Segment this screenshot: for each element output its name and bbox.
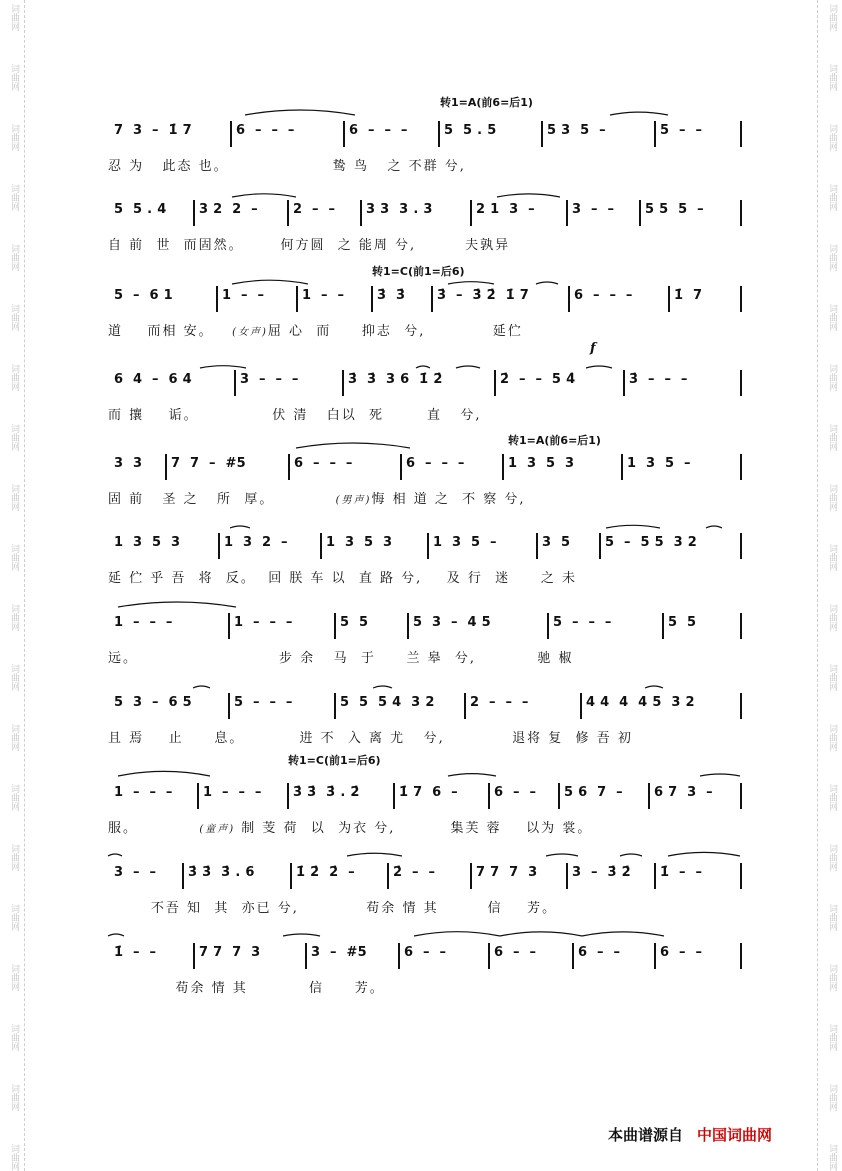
lyric-text: 自 前 世 而固然。 何方圆 之 能周 兮, 夫孰异 xyxy=(108,238,511,253)
watermark-text: 词曲网 xyxy=(827,304,837,331)
note-measure: 6 – – – xyxy=(236,123,295,138)
note-measure: 3̇ – 3̇ 2̇ 1̇ 7 xyxy=(437,288,530,303)
watermark-text: 词曲网 xyxy=(827,244,837,271)
watermark-text: 词曲网 xyxy=(827,364,837,391)
watermark-text: 词曲网 xyxy=(827,724,837,751)
note-measure: 3̇ 3̇ 3̇ . 6 xyxy=(188,865,255,880)
dynamic-forte: f xyxy=(590,341,596,356)
lyric-text: 忍 为 此态 也。 鸷 鸟 之 不群 兮, xyxy=(108,159,466,174)
lyric-line xyxy=(108,155,748,174)
lyric-line xyxy=(108,977,748,996)
note-measure: 1̇ – – xyxy=(114,945,157,960)
bar-line xyxy=(558,783,560,809)
watermark-text: 词曲网 xyxy=(9,904,19,931)
bar-line xyxy=(572,943,574,969)
bar-line xyxy=(623,370,625,396)
note-measure: 5 – – xyxy=(660,123,703,138)
bar-line xyxy=(182,863,184,889)
lyric-text: 服。 xyxy=(108,821,200,836)
note-measure: 1 – – – xyxy=(234,615,293,630)
note-measure: 7 7 – #5 xyxy=(171,456,246,471)
bar-line xyxy=(288,454,290,480)
note-measure: 3 – – – xyxy=(240,372,299,387)
bar-line xyxy=(654,121,656,147)
bar-line xyxy=(740,286,742,312)
note-measure: 3̇ 3̇ xyxy=(377,288,406,303)
note-measure: 5 3 – 6 5 xyxy=(114,695,192,710)
watermark-text: 词曲网 xyxy=(827,544,837,571)
watermark-text: 词曲网 xyxy=(9,964,19,991)
note-measure: 3 – #5 xyxy=(311,945,367,960)
watermark-text: 词曲网 xyxy=(9,844,19,871)
watermark-text: 词曲网 xyxy=(9,304,19,331)
source-site-name: 中国词曲网 xyxy=(697,1126,773,1144)
bar-line xyxy=(621,454,623,480)
note-measure: 3 – 3̇ 2̇ xyxy=(572,865,631,880)
bar-line xyxy=(740,943,742,969)
watermark-text: 词曲网 xyxy=(9,724,19,751)
bar-line xyxy=(193,200,195,226)
watermark-text: 词曲网 xyxy=(9,184,19,211)
bar-line xyxy=(502,454,504,480)
bar-line xyxy=(342,370,344,396)
lyric-text: 苟余 情 其 信 芳。 xyxy=(108,981,385,996)
bar-line xyxy=(400,454,402,480)
note-measure: 5 3 – 4 5 xyxy=(413,615,491,630)
watermark-text: 词曲网 xyxy=(827,664,837,691)
note-measure: 3 – – xyxy=(572,202,615,217)
lyric-text: 不吾 知 其 亦已 兮, 苟余 情 其 信 芳。 xyxy=(108,901,558,916)
bar-line xyxy=(740,370,742,396)
note-measure: 7 7 7 3 xyxy=(199,945,261,960)
note-measure: 6 – – xyxy=(660,945,703,960)
lyric-line xyxy=(108,897,748,916)
note-measure: 5 5 5 4 3 2 xyxy=(340,695,435,710)
key-change-2: 转1=C(前1=后6) xyxy=(372,265,465,278)
lyric-text: 制 芰 荷 以 为衣 兮, 集芙 蓉 以为 裳。 xyxy=(235,821,593,836)
bar-line xyxy=(427,533,429,559)
note-measure: 5 5 xyxy=(340,615,369,630)
note-measure: 1 – – xyxy=(302,288,345,303)
bar-line xyxy=(296,286,298,312)
bar-line xyxy=(488,783,490,809)
note-measure: 3 5 xyxy=(542,535,571,550)
bar-line xyxy=(197,783,199,809)
bar-line xyxy=(662,613,664,639)
lyric-text: 而 攘 诟。 伏 清 白以 死 直 兮, xyxy=(108,408,482,423)
lyric-text: 远。 步 余 马 于 兰 皋 兮, 驰 椒 xyxy=(108,651,574,666)
bar-line xyxy=(334,693,336,719)
bar-line xyxy=(740,613,742,639)
source-label: 本曲谱源自 xyxy=(608,1126,684,1144)
bar-line xyxy=(228,613,230,639)
bar-line xyxy=(431,286,433,312)
note-measure: 2 – – – xyxy=(470,695,529,710)
lyric-text: 延 伫 乎 吾 将 反。 回 朕 车 以 直 路 兮, 及 行 迷 之 未 xyxy=(108,571,577,586)
note-measure: 1 – – – xyxy=(114,615,173,630)
bar-line xyxy=(343,121,345,147)
bar-line xyxy=(740,693,742,719)
bar-line xyxy=(470,863,472,889)
watermark-text: 词曲网 xyxy=(827,964,837,991)
watermark-text: 词曲网 xyxy=(9,1024,19,1051)
watermark-text: 词曲网 xyxy=(827,124,837,151)
bar-line xyxy=(568,286,570,312)
lyric-line xyxy=(108,488,748,507)
bar-line xyxy=(287,200,289,226)
note-measure: 2̇ – – 5 4̇ xyxy=(500,372,576,387)
watermark-text: 词曲网 xyxy=(827,484,837,511)
bar-line xyxy=(216,286,218,312)
bar-line xyxy=(599,533,601,559)
note-measure: 6 – – – xyxy=(294,456,353,471)
watermark-text: 词曲网 xyxy=(9,424,19,451)
watermark-text: 词曲网 xyxy=(827,604,837,631)
bar-line xyxy=(371,286,373,312)
bar-line xyxy=(290,863,292,889)
lyric-text: 且 焉 止 息。 进 不 入 离 尤 兮, 退将 复 修 吾 初 xyxy=(108,731,633,746)
note-measure: 5 5 5 – xyxy=(645,202,704,217)
note-measure: 3̇ 3̇ 3̇ . 2̇ xyxy=(293,785,360,800)
note-measure: 5 5 . 5 xyxy=(444,123,497,138)
bar-line xyxy=(165,454,167,480)
bar-line xyxy=(334,613,336,639)
note-measure: 1̇ – – xyxy=(660,865,703,880)
note-measure: 3 – – xyxy=(114,865,157,880)
note-measure: 1 – – xyxy=(222,288,265,303)
note-measure: 5 5 xyxy=(668,615,697,630)
note-measure: 6 7 3 – xyxy=(654,785,713,800)
watermark-text: 词曲网 xyxy=(827,844,837,871)
note-measure: 1 3 5 3 xyxy=(326,535,393,550)
bar-line xyxy=(470,200,472,226)
lyric-line xyxy=(108,727,748,746)
watermark-text: 词曲网 xyxy=(827,64,837,91)
bar-line xyxy=(398,943,400,969)
note-measure: 6 – – xyxy=(494,785,537,800)
watermark-text: 词曲网 xyxy=(9,1084,19,1111)
bar-line xyxy=(438,121,440,147)
note-measure: 3 3 3 . 3 xyxy=(366,202,433,217)
watermark-text: 词曲网 xyxy=(827,1024,837,1051)
note-measure: 6 – – – xyxy=(406,456,465,471)
bar-line xyxy=(393,783,395,809)
watermark-text: 词曲网 xyxy=(827,184,837,211)
note-measure: 1 3 5 3 xyxy=(508,456,575,471)
note-measure: 4 4 4 4 5 3 2 xyxy=(586,695,695,710)
note-measure: 5 – – – xyxy=(553,615,612,630)
bar-line xyxy=(464,693,466,719)
watermark-text: 词曲网 xyxy=(9,4,19,31)
watermark-text: 词曲网 xyxy=(9,604,19,631)
note-measure: 3̇ – – – xyxy=(629,372,688,387)
note-measure: 1 3 2 – xyxy=(224,535,288,550)
voice-part-label: (男声) xyxy=(335,495,372,506)
watermark-text: 词曲网 xyxy=(9,124,19,151)
voice-part-label: (女声) xyxy=(232,327,268,338)
note-measure: 2 1 3 – xyxy=(476,202,535,217)
bar-line xyxy=(580,693,582,719)
bar-line xyxy=(740,200,742,226)
note-measure: 1̇ 7 6 – xyxy=(399,785,458,800)
note-measure: 1 – – – xyxy=(114,785,173,800)
note-measure: 5 3 5 – xyxy=(547,123,606,138)
key-change-1: 转1=A(前6=后1) xyxy=(440,96,533,109)
bar-line xyxy=(740,863,742,889)
bar-line xyxy=(193,943,195,969)
note-measure: 1 3 5 – xyxy=(433,535,497,550)
bar-line xyxy=(234,370,236,396)
bar-line xyxy=(218,533,220,559)
watermark-text: 词曲网 xyxy=(827,1144,837,1171)
watermark-text: 词曲网 xyxy=(9,244,19,271)
lyric-text: 悔 相 道 之 不 察 兮, xyxy=(371,492,526,507)
watermark-text: 词曲网 xyxy=(9,484,19,511)
bar-line xyxy=(654,863,656,889)
lyric-text: 固 前 圣 之 所 厚。 xyxy=(108,492,336,507)
note-measure: 6 – – xyxy=(578,945,621,960)
key-change-3: 转1=A(前6=后1) xyxy=(508,434,601,447)
note-measure: 6 – – xyxy=(494,945,537,960)
note-measure: 7 7 7 3 xyxy=(476,865,538,880)
note-measure: 3 3 xyxy=(114,456,143,471)
bar-line xyxy=(740,121,742,147)
bar-line xyxy=(230,121,232,147)
lyric-line xyxy=(108,817,748,836)
note-measure: 3 2 2 – xyxy=(199,202,258,217)
note-measure: 6 – – – xyxy=(349,123,408,138)
lyric-line xyxy=(108,567,748,586)
bar-line xyxy=(228,693,230,719)
source-credit xyxy=(608,1124,772,1145)
watermark-text: 词曲网 xyxy=(9,664,19,691)
note-measure: 5 – – – xyxy=(234,695,293,710)
watermark-text: 词曲网 xyxy=(9,1144,19,1171)
voice-part-label: (童声) xyxy=(199,824,236,835)
lyric-text: 道 而相 安。 xyxy=(108,324,233,339)
key-change-4: 转1=C(前1=后6) xyxy=(288,754,381,767)
watermark-text: 词曲网 xyxy=(827,4,837,31)
bar-line xyxy=(536,533,538,559)
bar-line xyxy=(387,863,389,889)
bar-line xyxy=(320,533,322,559)
bar-line xyxy=(488,943,490,969)
note-measure: 6 – – – xyxy=(574,288,633,303)
watermark-text: 词曲网 xyxy=(9,784,19,811)
watermark-text: 词曲网 xyxy=(9,364,19,391)
bar-line xyxy=(360,200,362,226)
bar-line xyxy=(654,943,656,969)
note-measure: 6 – – xyxy=(404,945,447,960)
watermark-text: 词曲网 xyxy=(9,64,19,91)
bar-line xyxy=(305,943,307,969)
bar-line xyxy=(287,783,289,809)
note-measure: 1̇ 7 xyxy=(674,288,703,303)
note-measure: 1 3 5 – xyxy=(627,456,691,471)
bar-line xyxy=(648,783,650,809)
bar-line xyxy=(740,533,742,559)
bar-line xyxy=(541,121,543,147)
bar-line xyxy=(668,286,670,312)
lyric-line xyxy=(108,647,748,666)
note-measure: 5 5 . 4 xyxy=(114,202,167,217)
bar-line xyxy=(740,454,742,480)
bar-line xyxy=(566,863,568,889)
watermark-text: 词曲网 xyxy=(827,424,837,451)
note-measure: 6 4 – 6 4 xyxy=(114,372,192,387)
bar-line xyxy=(547,613,549,639)
watermark-text: 词曲网 xyxy=(827,784,837,811)
note-measure: 2 – – xyxy=(293,202,336,217)
lyric-line xyxy=(108,404,748,423)
watermark-text: 词曲网 xyxy=(9,544,19,571)
lyric-text: 屈 心 而 抑志 兮, 延伫 xyxy=(267,324,523,339)
note-measure: 7 3 – 1̇ 7 xyxy=(114,123,192,138)
bar-line xyxy=(740,783,742,809)
watermark-text: 词曲网 xyxy=(827,904,837,931)
lyric-line xyxy=(108,234,748,253)
lyric-line xyxy=(108,320,748,339)
note-measure: 5 – 6 1 xyxy=(114,288,173,303)
bar-line xyxy=(566,200,568,226)
bar-line xyxy=(639,200,641,226)
note-measure: 5 6 7 – xyxy=(564,785,623,800)
bar-line xyxy=(407,613,409,639)
note-measure: 5 – 5 5 3 2 xyxy=(605,535,698,550)
watermark-text: 词曲网 xyxy=(827,1084,837,1111)
note-measure: 1 3 5 3 xyxy=(114,535,181,550)
note-measure: 2̇ – – xyxy=(393,865,436,880)
note-measure: 1̇ 2̇ 2̇ – xyxy=(296,865,355,880)
note-measure: 3̇ 3̇ 3 6 1̇ 2̇ xyxy=(348,372,443,387)
bar-line xyxy=(494,370,496,396)
note-measure: 1 – – – xyxy=(203,785,262,800)
